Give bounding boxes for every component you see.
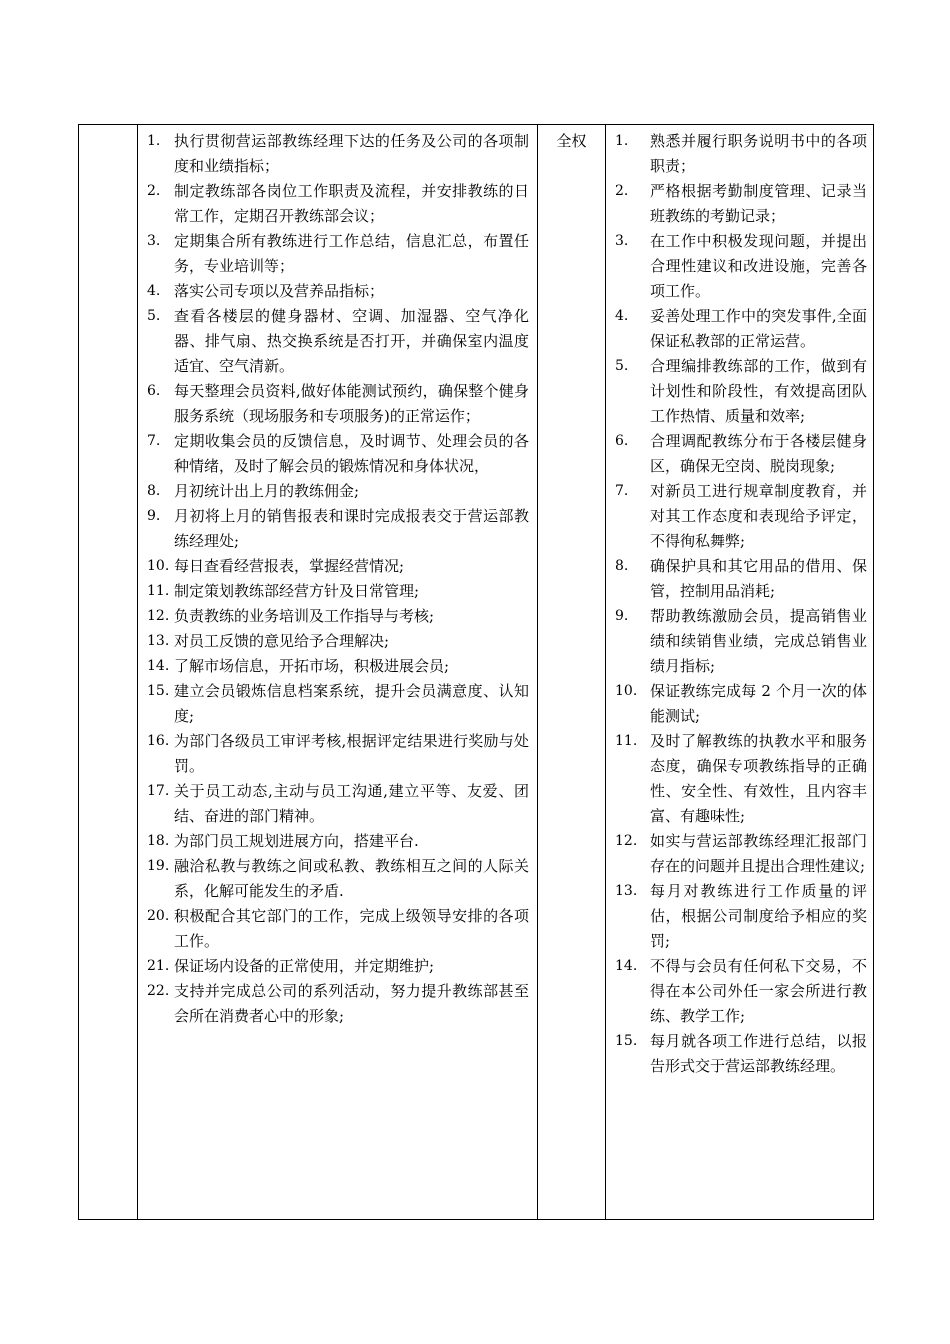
item-number: 21. bbox=[147, 958, 170, 974]
item-number: 13. bbox=[147, 633, 170, 649]
item-text: 合理调配教练分布于各楼层健身区，确保无空岗、脱岗现象; bbox=[650, 432, 867, 475]
item-number: 1. bbox=[147, 133, 161, 149]
item-number: 11. bbox=[615, 733, 638, 749]
duty-item bbox=[147, 979, 529, 1029]
duty-item bbox=[147, 604, 529, 629]
item-text: 落实公司专项以及营养品指标； bbox=[174, 282, 385, 300]
authority-text: 全权 bbox=[556, 132, 587, 150]
item-number: 7. bbox=[615, 483, 629, 499]
duty-item bbox=[147, 729, 529, 779]
item-number: 6. bbox=[147, 383, 161, 399]
item-text: 对新员工进行规章制度教育，并对其工作态度和表现给予评定，不得徇私舞弊; bbox=[650, 482, 867, 550]
duties-cell bbox=[138, 125, 538, 1220]
duty-item bbox=[147, 904, 529, 954]
requirement-item bbox=[615, 1029, 867, 1079]
item-text: 融洽私教与教练之间或私教、教练相互之间的人际关系，化解可能发生的矛盾. bbox=[174, 857, 529, 900]
duty-item bbox=[147, 304, 529, 379]
requirement-item bbox=[615, 954, 867, 1029]
requirements-list bbox=[606, 125, 873, 1079]
item-text: 为部门员工规划进展方向，搭建平台. bbox=[174, 832, 419, 850]
item-text: 在工作中积极发现问题，并提出合理性建议和改进设施，完善各项工作。 bbox=[650, 232, 867, 300]
item-text: 建立会员锻炼信息档案系统，提升会员满意度、认知度; bbox=[174, 682, 529, 725]
authority-cell bbox=[538, 125, 606, 1220]
item-number: 5. bbox=[615, 358, 629, 374]
requirement-item bbox=[615, 354, 867, 429]
item-number: 2. bbox=[147, 183, 161, 199]
requirement-item bbox=[615, 304, 867, 354]
item-number: 18. bbox=[147, 833, 170, 849]
duty-item bbox=[147, 504, 529, 554]
item-number: 7. bbox=[147, 433, 161, 449]
duty-item bbox=[147, 479, 529, 504]
item-number: 19. bbox=[147, 858, 170, 874]
item-text: 确保护具和其它用品的借用、保管，控制用品消耗; bbox=[650, 557, 867, 600]
item-number: 6. bbox=[615, 433, 629, 449]
duty-item bbox=[147, 679, 529, 729]
empty-label-cell bbox=[79, 125, 138, 1220]
duty-item bbox=[147, 829, 529, 854]
item-text: 合理编排教练部的工作，做到有计划性和阶段性，有效提高团队工作热情、质量和效率; bbox=[650, 357, 867, 425]
item-text: 如实与营运部教练经理汇报部门存在的问题并且提出合理性建议; bbox=[650, 832, 867, 875]
item-text: 定期集合所有教练进行工作总结，信息汇总，布置任务，专业培训等； bbox=[174, 232, 529, 275]
item-number: 8. bbox=[147, 483, 161, 499]
item-text: 妥善处理工作中的突发事件,全面保证私教部的正常运营。 bbox=[650, 307, 867, 350]
requirement-item bbox=[615, 129, 867, 179]
item-number: 17. bbox=[147, 783, 170, 799]
item-number: 20. bbox=[147, 908, 170, 924]
requirement-item bbox=[615, 479, 867, 554]
item-number: 12. bbox=[615, 833, 638, 849]
item-number: 3. bbox=[615, 233, 629, 249]
item-text: 每月对教练进行工作质量的评估，根据公司制度给予相应的奖罚; bbox=[650, 882, 867, 950]
item-number: 10. bbox=[147, 558, 170, 574]
item-text: 定期收集会员的反馈信息，及时调节、处理会员的各种情绪，及时了解会员的锻炼情况和身体状况， bbox=[174, 432, 529, 475]
duty-item bbox=[147, 854, 529, 904]
item-text: 熟悉并履行职务说明书中的各项职责； bbox=[650, 132, 867, 175]
item-number: 16. bbox=[147, 733, 170, 749]
item-text: 为部门各级员工审评考核,根据评定结果进行奖励与处罚。 bbox=[174, 732, 529, 775]
requirement-item bbox=[615, 604, 867, 679]
item-number: 15. bbox=[147, 683, 170, 699]
item-text: 制定策划教练部经营方针及日常管理; bbox=[174, 582, 420, 600]
item-number: 11. bbox=[147, 583, 170, 599]
item-text: 月初将上月的销售报表和课时完成报表交于营运部教练经理处; bbox=[174, 507, 529, 550]
item-number: 12. bbox=[147, 608, 170, 624]
item-number: 14. bbox=[147, 658, 170, 674]
duty-item bbox=[147, 129, 529, 179]
item-text: 及时了解教练的执教水平和服务态度，确保专项教练指导的正确性、安全性、有效性，且内容丰富、有趣味性; bbox=[650, 732, 867, 825]
item-text: 执行贯彻营运部教练经理下达的任务及公司的各项制度和业绩指标； bbox=[174, 132, 529, 175]
item-text: 了解市场信息，开拓市场，积极进展会员; bbox=[174, 657, 450, 675]
item-text: 保证场内设备的正常使用，并定期维护; bbox=[174, 957, 435, 975]
item-text: 对员工反馈的意见给予合理解决; bbox=[174, 632, 390, 650]
requirement-item bbox=[615, 229, 867, 304]
duty-item bbox=[147, 279, 529, 304]
item-number: 4. bbox=[615, 308, 629, 324]
item-number: 2. bbox=[615, 183, 629, 199]
requirement-item bbox=[615, 829, 867, 879]
item-text: 每天整理会员资料,做好体能测试预约，确保整个健身服务系统（现场服务和专项服务)的正常运作； bbox=[174, 382, 529, 425]
item-number: 5. bbox=[147, 308, 161, 324]
item-text: 支持并完成总公司的系列活动，努力提升教练部甚至会所在消费者心中的形象; bbox=[174, 982, 529, 1025]
item-number: 14. bbox=[615, 958, 638, 974]
duty-item bbox=[147, 379, 529, 429]
item-number: 3. bbox=[147, 233, 161, 249]
item-number: 13. bbox=[615, 883, 638, 899]
duty-item bbox=[147, 554, 529, 579]
duties-list bbox=[138, 125, 537, 1029]
requirement-item bbox=[615, 729, 867, 829]
duty-item bbox=[147, 654, 529, 679]
item-number: 9. bbox=[615, 608, 629, 624]
item-text: 不得与会员有任何私下交易，不得在本公司外任一家会所进行教练、教学工作; bbox=[650, 957, 867, 1025]
item-text: 严格根据考勤制度管理、记录当班教练的考勤记录； bbox=[650, 182, 867, 225]
item-text: 制定教练部各岗位工作职责及流程，并安排教练的日常工作，定期召开教练部会议； bbox=[174, 182, 529, 225]
requirements-cell bbox=[606, 125, 874, 1220]
requirement-item bbox=[615, 429, 867, 479]
item-number: 15. bbox=[615, 1033, 638, 1049]
item-text: 关于员工动态,主动与员工沟通,建立平等、友爱、团结、奋进的部门精神。 bbox=[174, 782, 529, 825]
duty-item bbox=[147, 779, 529, 829]
requirement-item bbox=[615, 179, 867, 229]
item-text: 每日查看经营报表，掌握经营情况; bbox=[174, 557, 405, 575]
item-number: 4. bbox=[147, 283, 161, 299]
item-number: 8. bbox=[615, 558, 629, 574]
item-number: 9. bbox=[147, 508, 161, 524]
requirement-item bbox=[615, 679, 867, 729]
duty-item bbox=[147, 629, 529, 654]
duty-item bbox=[147, 579, 529, 604]
duty-item bbox=[147, 429, 529, 479]
table-row bbox=[79, 125, 874, 1220]
duty-item bbox=[147, 179, 529, 229]
item-number: 10. bbox=[615, 683, 638, 699]
item-text: 保证教练完成每 2 个月一次的体能测试; bbox=[650, 682, 867, 725]
item-text: 积极配合其它部门的工作，完成上级领导安排的各项工作。 bbox=[174, 907, 529, 950]
requirement-item bbox=[615, 554, 867, 604]
item-text: 帮助教练激励会员，提高销售业绩和续销售业绩，完成总销售业绩月指标; bbox=[650, 607, 867, 675]
item-number: 22. bbox=[147, 983, 170, 999]
duty-item bbox=[147, 229, 529, 279]
item-number: 1. bbox=[615, 133, 629, 149]
duty-item bbox=[147, 954, 529, 979]
item-text: 每月就各项工作进行总结，以报告形式交于营运部教练经理。 bbox=[650, 1032, 867, 1075]
requirement-item bbox=[615, 879, 867, 954]
item-text: 负责教练的业务培训及工作指导与考核; bbox=[174, 607, 435, 625]
item-text: 查看各楼层的健身器材、空调、加湿器、空气净化器、排气扇、热交换系统是否打开，并确保室内温度适宜、空气清新。 bbox=[174, 307, 529, 375]
responsibility-table bbox=[78, 124, 874, 1220]
item-text: 月初统计出上月的教练佣金; bbox=[174, 482, 360, 500]
